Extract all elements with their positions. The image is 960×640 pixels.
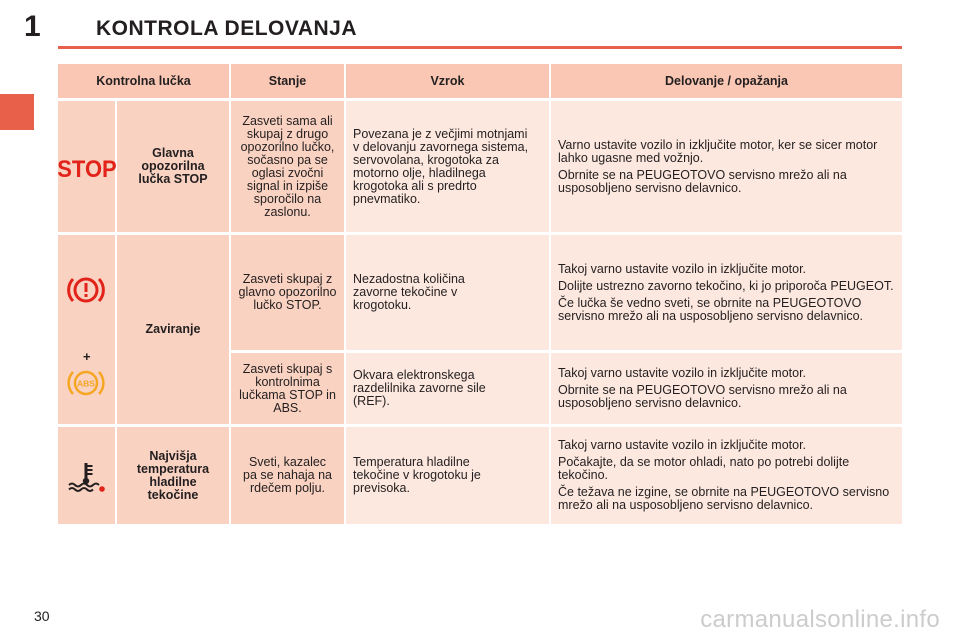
brake-warning-icon-svg [65, 273, 107, 307]
coolant-temperature-icon [66, 460, 108, 492]
chapter-side-tab [0, 94, 34, 130]
plus-sign: + [83, 349, 91, 364]
brake-warning-icon [65, 273, 107, 307]
row-braking-cause-1: Nezadostna količina zavorne tekočine v krogotoku. [346, 235, 549, 350]
abs-icon-text: ABS [77, 378, 95, 389]
stop-warning-icon-svg [57, 155, 117, 183]
col-header-cause: Vzrok [346, 64, 549, 98]
row-braking-state-1: Zasveti skupaj z glavno opozorilno lučko STOP. [231, 235, 344, 350]
row-stop-action [551, 101, 902, 232]
row-braking-cause-2: Okvara elektronskega razdelilnika zavorne sile (REF). [346, 353, 549, 424]
chapter-number: 1 [24, 10, 41, 43]
action-text: Obrnite se na PEUGEOTOVO servisno mrežo ali na usposobljeno servisno delavnico. [558, 383, 847, 410]
page-title: KONTROLA DELOVANJA [96, 17, 357, 40]
row-stop-cause: Povezana je z večjimi motnjami v delovanju zavornega sistema, servovolana, krogotoka za motorno olje, hladilnega krogotoka ali s predrto pnevmatiko. [346, 101, 549, 232]
row-coolant-action [551, 427, 902, 524]
action-text: Takoj varno ustavite vozilo in izklјučite motor. [558, 366, 807, 380]
row-stop-name: Glavna opozorilna lučka STOP [117, 101, 229, 232]
row-braking-name: Zaviranje [117, 235, 229, 424]
stop-warning-icon [57, 155, 117, 183]
title-rule [58, 46, 902, 49]
watermark: carmanualsonline.info [700, 606, 940, 633]
row-braking-icon-cell [58, 235, 115, 424]
row-braking-action-1 [551, 235, 902, 350]
col-header-warning-light: Kontrolna lučka [58, 64, 229, 98]
row-coolant-icon-cell [58, 427, 115, 524]
col-header-state: Stanje [231, 64, 344, 98]
action-text: Počakajte, da se motor ohladi, nato po potrebi dolijte tekočino. [558, 455, 850, 482]
action-text: Če lučka še vedno sveti, se obrnite na PEUGEOTOVO servisno mrežo ali na usposobljeno servisno delavnico. [558, 295, 864, 323]
stop-icon-text: STOP [57, 155, 117, 183]
action-text: Takoj varno ustavite vozilo in izklјučite motor. [558, 261, 807, 276]
action-text: Če težava ne izgine, se obrnite na PEUGEOTOVO servisno mrežo ali na usposobljeno servisno delavnico. [558, 485, 890, 512]
abs-warning-icon-svg [65, 366, 107, 400]
row-braking-state-2: Zasveti skupaj s kontrolnima lučkama STOP in ABS. [231, 353, 344, 424]
page-number: 30 [34, 608, 50, 624]
row-braking-action-2 [551, 353, 902, 424]
row-stop-state: Zasveti sama ali skupaj z drugo opozorilno lučko, sočasno pa se oglasi zvočni signal in izpiše sporočilo na zaslonu. [231, 101, 344, 232]
action-text: Takoj varno ustavite vozilo in izklјučite motor. [558, 438, 807, 452]
coolant-temperature-icon-svg [66, 460, 108, 492]
row-coolant-name: Najvišja temperatura hladilne tekočine [117, 427, 229, 524]
action-text: Varno ustavite vozilo in izključite motor, ker se sicer motor lahko ugasne med vožnjo. [558, 137, 878, 165]
row-stop-icon-cell [58, 101, 115, 232]
action-text: Dolijte ustrezno zavorno tekočino, ki jo priporoča PEUGEOT. [558, 278, 894, 293]
row-coolant-cause: Temperatura hladilne tekočine v krogotoku je previsoka. [346, 427, 549, 524]
abs-warning-icon [65, 366, 107, 400]
row-coolant-state: Sveti, kazalec pa se nahaja na rdečem polju. [231, 427, 344, 524]
col-header-action: Delovanje / opažanja [551, 64, 902, 98]
action-text: Obrnite se na PEUGEOTOVO servisno mrežo ali na usposobljeno servisno delavnico. [558, 167, 847, 195]
